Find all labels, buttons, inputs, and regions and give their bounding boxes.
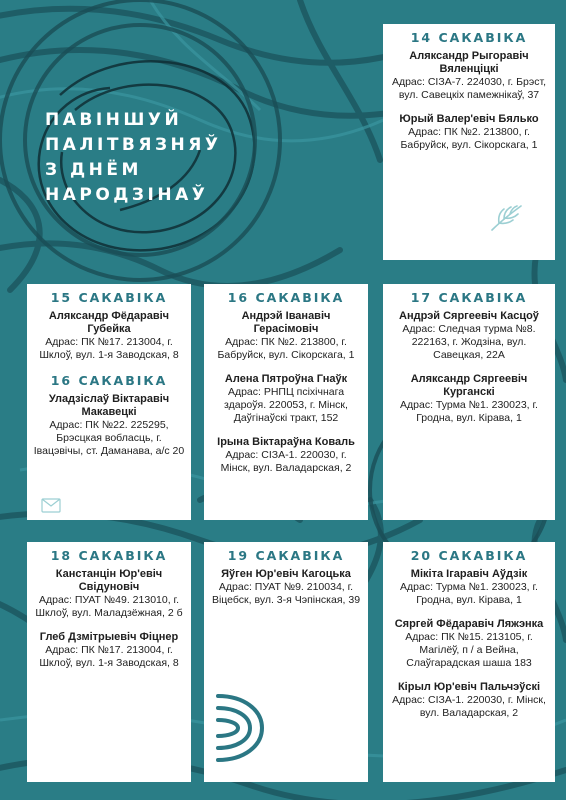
card-date: 16 САКАВІКА (227, 290, 345, 305)
person-name: Уладзіслаў Віктаравіч Макавецкі (48, 393, 170, 418)
person-address: Адрас: ПК №17. 213004, г. Шклоў, вул. 1-я Заводская, 8 (39, 644, 179, 669)
person-name: Юрый Валер'евіч Бялько (399, 113, 539, 125)
person-name: Алена Пятроўна Гнаўк (224, 373, 348, 385)
card-date: 20 САКАВІКА (410, 548, 528, 563)
person-address: Адрас: ПК №2. 213800, г. Бабруйск, вул. Сікорскага, 1 (400, 126, 538, 151)
person-address: Адрас: ПК №22. 225295, Брэсцкая вобласць, г. Івацэвічы, ст. Даманава, а/с 20 (33, 419, 185, 457)
person-name: Андрэй Іванавіч Герасімовіч (241, 310, 331, 335)
leaf-icon (488, 202, 524, 232)
person-address: Адрас: ПК №15. 213105, г. Магілёў, п / а Вейна, Слаўгарадская шаша 183 (405, 631, 533, 669)
card-date-secondary: 16 САКАВІКА (50, 373, 168, 388)
card-14-sakavika (383, 24, 555, 260)
person-name: Мікіта Ігаравіч Аўдзік (410, 568, 528, 580)
person-address: Адрас: Турма №1. 230023, г. Гродна, вул. Кірава, 1 (400, 581, 538, 606)
person-name: Ірына Віктараўна Коваль (217, 436, 355, 448)
person-address: Адрас: ПУАТ №49. 213010, г. Шклоў, вул. Маладзёжная, 2 б (35, 594, 183, 619)
person-address: Адрас: Турма №1. 230023, г. Гродна, вул. Кірава, 1 (400, 399, 538, 424)
person-address: Адрас: СІЗА-1. 220030, г. Мінск, вул. Валадарская, 2 (392, 694, 546, 719)
card-date: 14 САКАВІКА (410, 30, 528, 45)
person-name: Канстанцін Юр'евіч Свідуновіч (55, 568, 163, 593)
person-name: Аляксандр Сяргеевіч Курганскі (410, 373, 528, 398)
card-17-sakavika (383, 284, 555, 520)
card-19-sakavika (204, 542, 368, 782)
person-address: Адрас: ПК №17. 213004, г. Шклоў, вул. 1-я Заводская, 8 (39, 336, 179, 361)
person-address: Адрас: РНПЦ псіхічнага здароўя. 220053, г. Мінск, Даўгінаўскі тракт, 152 (224, 386, 348, 424)
card-date: 18 САКАВІКА (50, 548, 168, 563)
card-15-16-sakavika (27, 284, 191, 520)
card-20-sakavika (383, 542, 555, 782)
headline-line-1: ПАВІНШУЙ (45, 110, 183, 130)
person-name: Аляксандр Рыгоравіч Вяленціцкі (409, 50, 529, 75)
envelope-icon (41, 498, 61, 513)
card-date: 17 САКАВІКА (410, 290, 528, 305)
person-address: Адрас: ПУАТ №9. 210034, г. Віцебск, вул. 3-я Чэпінская, 39 (211, 581, 361, 606)
logo-icon (214, 692, 266, 764)
person-name: Сяргей Фёдаравіч Ляжэнка (394, 618, 544, 630)
person-address: Адрас: Следчая турма №8. 222163, г. Жодзіна, вул. Савецкая, 22А (402, 323, 536, 361)
person-address: Адрас: СІЗА-7. 224030, г. Брэст, вул. Савецкіх памежнікаў, 37 (391, 76, 547, 101)
card-18-sakavika (27, 542, 191, 782)
person-address: Адрас: ПК №2. 213800, г. Бабруйск, вул. Сікорскага, 1 (217, 336, 355, 361)
person-name: Яўген Юр'евіч Кагоцька (221, 568, 351, 580)
person-name: Глеб Дзмітрыевіч Фіцнер (39, 631, 179, 643)
person-name: Кірыл Юр'евіч Пальчэўскі (397, 681, 541, 693)
headline-line-3: З ДНЁМ (45, 160, 142, 180)
person-name: Аляксандр Фёдаравіч Губейка (48, 310, 170, 335)
card-16-sakavika (204, 284, 368, 520)
headline-line-2: ПАЛІТВЯЗНЯЎ (45, 135, 222, 155)
person-address: Адрас: СІЗА-1. 220030, г. Мінск, вул. Валадарская, 2 (220, 449, 352, 474)
headline-line-4: НАРОДЗІНАЎ (45, 185, 209, 205)
person-name: Андрэй Сяргеевіч Касцоў (399, 310, 539, 322)
card-date: 19 САКАВІКА (227, 548, 345, 563)
card-date: 15 САКАВІКА (50, 290, 168, 305)
headline (45, 108, 221, 208)
